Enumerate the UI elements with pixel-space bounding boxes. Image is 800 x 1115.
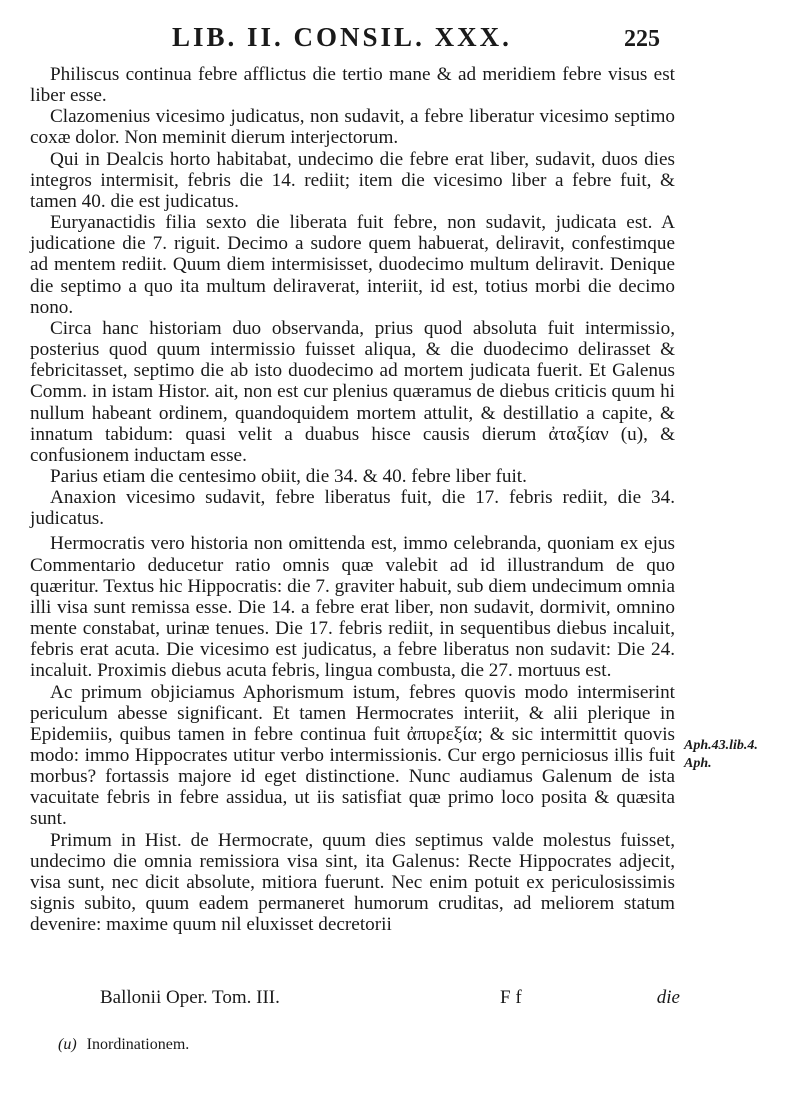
paragraph-aphorismum: Ac primum objiciamus Aphorismum istum, febres quovis modo intermiserint periculum abesse significant. Et tamen Hermocrates interiit, & alii plerique in Epidemiis, quibus tamen in febre continua fuit ἀπυρεξία; & sic intermittit quovis modo: immo Hippocrates utitur verbo intermissionis. Cur ergo perniciosus illis fuit morbus? fortassis majore id eget distinctione. Nunc audiamus Galenum de ista vacuitate febris in febre assidua, ut iis satisfiat quæ primo loco posita & quæsita sunt. bbox=[30, 681, 675, 830]
signature-text: Ballonii Oper. Tom. III. bbox=[100, 987, 280, 1008]
margin-note bbox=[684, 737, 794, 773]
footnote bbox=[58, 1036, 189, 1054]
footnote-text: Inordinationem. bbox=[86, 1036, 190, 1053]
paragraph-anaxion: Anaxion vicesimo sudavit, febre liberatus fuit, die 17. febris rediit, die 34. judicatus. bbox=[30, 487, 675, 530]
margin-note-line: Aph. bbox=[684, 756, 712, 771]
footnote-mark: (u) bbox=[58, 1036, 77, 1053]
paragraph-philiscus: Philiscus continua febre afflictus die tertio mane & ad meridiem febre visus est liber esse. bbox=[30, 64, 675, 107]
paragraph-hermocratis: Hermocratis vero historia non omittenda est, immo celebranda, quoniam ex ejus Commentario deducetur ratio omnis quæ valebit ad id illustrandum de quo quæritur. Textus hic Hippocratis: die 7. graviter habuit, sub diem undecimum omnia illi visa sunt remissa esse. Die 14. a febre erat liber, non sudavit, dormivit, omnino mente constabat, urinæ tenues. Die 17. febris rediit, in sequentibus diebus incaluit, febris erat acuta. Die vicesimo est judicatus, a febre liberatus non sudavit: Die 24. incaluit. Proximis diebus acuta febris, lingua combusta, die 27. mortuus est. bbox=[30, 533, 675, 682]
running-title: LIB. II. CONSIL. XXX. bbox=[172, 22, 512, 52]
body-text bbox=[30, 64, 675, 935]
signature-mark: F f bbox=[500, 987, 522, 1008]
running-head bbox=[0, 22, 800, 62]
margin-note-line: Aph.43.lib.4. bbox=[684, 738, 758, 753]
paragraph-primum: Primum in Hist. de Hermocrate, quum dies septimus valde molestus fuisset, undecimo die omnia remissiora visa sint, ita Galenus: Recte Hippocrates adjecit, visa sunt, nec dicit absolute, mitiora fuerunt. Nec enim potuit ex periculosissimis signis subito, quum eadem permaneret humorum cruditas, ad meliorem statum devenire: maxime quum nil eluxisset decretorii bbox=[30, 829, 675, 936]
paragraph-dealcis: Qui in Dealcis horto habitabat, undecimo die febre erat liber, sudavit, duos dies integros intermisit, febris die 14. rediit; item die vicesimo liber a febre fuit, & tamen 40. die est judicatus. bbox=[30, 148, 675, 212]
page-number: 225 bbox=[624, 26, 660, 52]
paragraph-euryanactidis: Euryanactidis filia sexto die liberata fuit febre, non sudavit, judicata est. A judicatione die 7. riguit. Decimo a sudore quem habuerat, deliravit, confestimque ad mentem rediit. Quum diem intermisisset, duodecimo multum deliravit. Denique die septimo a quo ita multum deliraverat, interiit, id est, totius morbi die decimo nono. bbox=[30, 212, 675, 318]
paragraph-circa-hanc: Circa hanc historiam duo observanda, prius quod absoluta fuit intermissio, posterius quod quum intermissio fuisset aliqua, & die duodecimo delirasset & febricitasset, septimo die ab isto duodecimo ad mortem judicata fuerit. Et Galenus Comm. in istam Histor. ait, non est cur plenius quæramus de diebus criticis quum hi nullum habeant ordinem, quandoquidem mortem attulit, & destillatio a capite, & innatum tabidum: quasi velit a duabus hisce causis dierum ἀταξίαν (u), & confusionem inductam esse. bbox=[30, 317, 675, 466]
catchword: die bbox=[656, 987, 680, 1008]
paragraph-parius: Parius etiam die centesimo obiit, die 34. & 40. febre liber fuit. bbox=[50, 465, 527, 487]
signature-line bbox=[100, 987, 680, 1011]
paragraph-clazomenius: Clazomenius vicesimo judicatus, non sudavit, a febre liberatur vicesimo septimo coxæ dolor. Non meminit dierum interjectorum. bbox=[30, 106, 675, 149]
